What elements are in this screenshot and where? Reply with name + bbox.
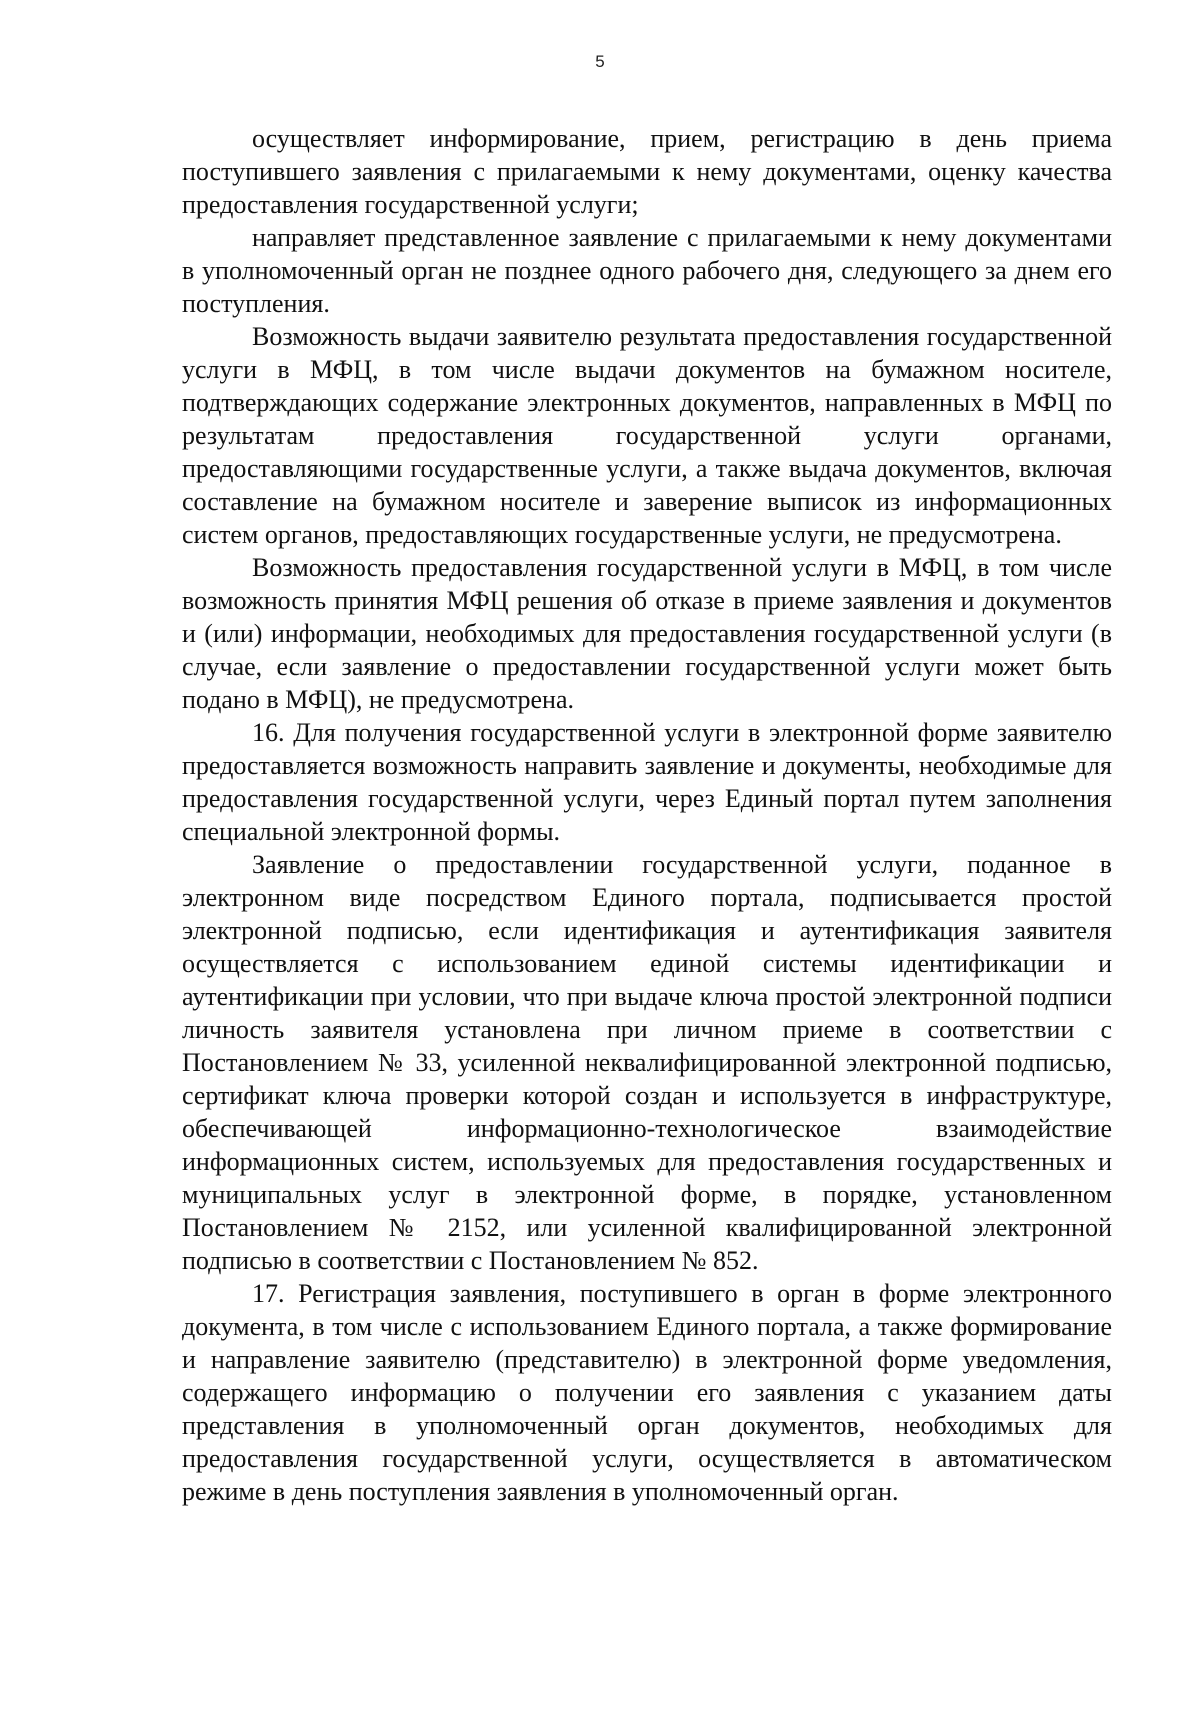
paragraph-electronic-signature: Заявление о предоставлении государственной услуги, поданное в электронном виде посредством Единого портала, подписывается простой электронной подписью, если идентификация и аутентификация заявителя осуществляется с использованием единой системы идентификации и аутентификации при условии, что при выдаче ключа простой электронной подписи личность заявителя установлена при личном приеме в соответствии с Постановлением № 33, усиленной неквалифицированной электронной подписью, сертификат ключа проверки которой создан и используется в инфраструктуре, обеспечивающей информационно-технологическое взаимодействие информационных систем, используемых для предоставления государственных и муниципальных услуг в электронной форме, в порядке, установленном Постановлением № 2152, или усиленной квалифицированной электронной подписью в соответствии с Постановлением № 852. (182, 850, 1112, 1275)
paragraph-result-issuance: Возможность выдачи заявителю результата предоставления государственной услуги в МФЦ, в том числе выдачи документов на бумажном носителе, подтверждающих содержание электронных документов, направленных в МФЦ по результатам предоставления государственной услуги органами, предоставляющими государственные услуги, а также выдача документов, включая составление на бумажном носителе и заверение выписок из информационных систем органов, предоставляющих государственные услуги, не предусмотрена. (182, 322, 1112, 549)
document-body (182, 122, 1112, 1508)
paragraph-section-16: 16. Для получения государственной услуги в электронной форме заявителю предоставляется возможность направить заявление и документы, необходимые для предоставления государственной услуги, через Единый портал путем заполнения специальной электронной формы. (182, 718, 1112, 846)
page-number: 5 (595, 52, 605, 71)
paragraph-section-17: 17. Регистрация заявления, поступившего в орган в форме электронного документа, в том числе с использованием Единого портала, а также формирование и направление заявителю (представителю) в электронной форме уведомления, содержащего информацию о получении его заявления с указанием даты представления в уполномоченный орган документов, необходимых для предоставления государственной услуги, осуществляется в автоматическом режиме в день поступления заявления в уполномоченный орган. (182, 1279, 1112, 1506)
paragraph-mfc-provision: Возможность предоставления государственной услуги в МФЦ, в том числе возможность принятия МФЦ решения об отказе в приеме заявления и документов и (или) информации, необходимых для предоставления государственной услуги (в случае, если заявление о предоставлении государственной услуги может быть подано в МФЦ), не предусмотрена. (182, 553, 1112, 714)
paragraph-forwarding: направляет представленное заявление с прилагаемыми к нему документами в уполномоченный орган не позднее одного рабочего дня, следующего за днем его поступления. (182, 223, 1112, 318)
paragraph-intake-duties: осуществляет информирование, прием, регистрацию в день приема поступившего заявления с прилагаемыми к нему документами, оценку качества предоставления государственной услуги; (182, 124, 1112, 219)
